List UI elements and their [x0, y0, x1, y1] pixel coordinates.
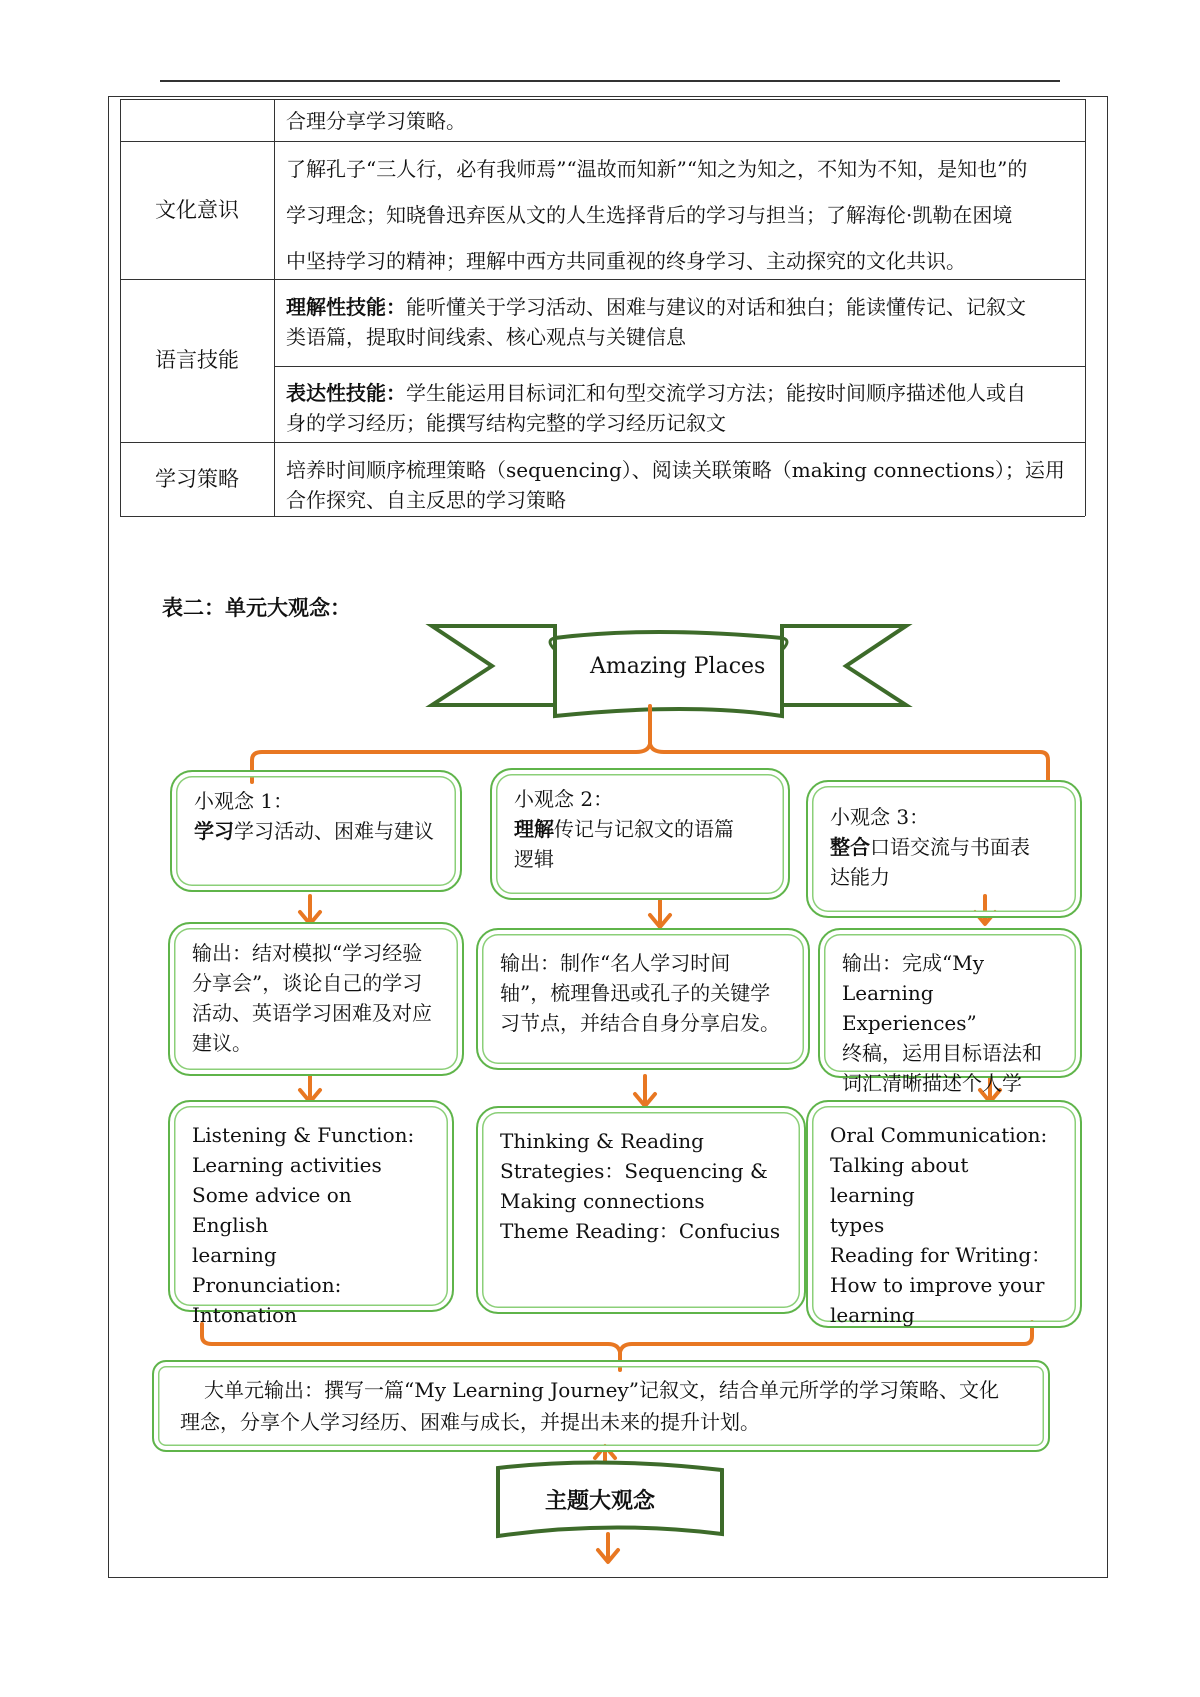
output-box-2: 输出：制作“名人学习时间 轴”，梳理鲁迅或孔子的关键学 习节点，并结合自身分享启发。: [476, 928, 810, 1070]
expression-skills: 表达性技能：学生能运用目标词汇和句型交流学习方法；能按时间顺序描述他人或自 身的学习经历；能撰写结构完整的学习经历记叙文: [286, 381, 1026, 435]
section-heading: 表二：单元大观念：: [162, 596, 351, 620]
idea-box-2: 小观念 2： 理解传记与记叙文的语篇 逻辑: [490, 768, 790, 900]
detail-box-1: Listening & Function: Learning activities Some advice on English learning Pronunciation: Intonation: [168, 1100, 454, 1312]
culture-content: 了解孔子“三人行，必有我师焉”“温故而知新”“知之为知之，不知为不知，是知也”的 学习理念；知晓鲁迅弃医从文的人生选择背后的学习与担当；了解海伦·凯勒在困境 中坚持学习的精神；理解中西方共同重视的终身学习、主动探究的文化共识。: [286, 157, 1028, 273]
unit-output-box: 大单元输出：撰写一篇“My Learning Journey”记叙文，结合单元所学的学习策略、文化 理念，分享个人学习经历、困难与成长，并提出未来的提升计划。: [152, 1360, 1050, 1452]
strategies-content: 培养时间顺序梳理策略（sequencing）、阅读关联策略（making connections）；运用 合作探究、自主反思的学习策略: [286, 458, 1065, 512]
idea-box-3: 小观念 3： 整合口语交流与书面表 达能力: [806, 780, 1082, 918]
banner-title: Amazing Places: [590, 654, 766, 679]
idea-box-1: 小观念 1： 学习学习活动、困难与建议: [170, 770, 462, 892]
label-learning-strategies: 学习策略: [155, 466, 239, 491]
label-culture: 文化意识: [155, 197, 239, 222]
output-box-3: 输出：完成“My Learning Experiences” 终稿，运用目标语法和 词汇清晰描述个人学: [818, 928, 1082, 1078]
detail-box-3: Oral Communication: Talking about learning types Reading for Writing： How to improve your learning: [806, 1100, 1082, 1328]
detail-box-2: Thinking & Reading Strategies：Sequencing & Making connections Theme Reading：Confucius: [476, 1106, 806, 1314]
output-box-1: 输出：结对模拟“学习经验 分享会”，谈论自己的学习 活动、英语学习困难及对应 建议。: [168, 922, 464, 1076]
row0-content: 合理分享学习策略。: [286, 109, 466, 133]
theme-title: 主题大观念: [545, 1489, 656, 1514]
label-language-skills: 语言技能: [155, 348, 239, 372]
comprehension-skills: 理解性技能：能听懂关于学习活动、困难与建议的对话和独白；能读懂传记、记叙文 类语篇，提取时间线索、核心观点与关键信息: [286, 295, 1026, 349]
